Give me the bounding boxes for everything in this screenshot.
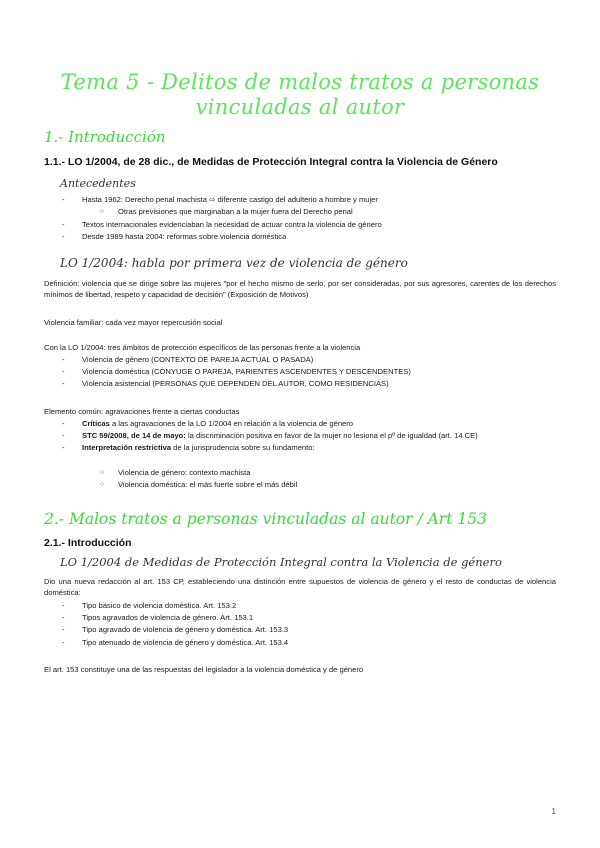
list-item: - Violencia de género (CONTEXTO DE PAREJA ACTUAL O PASADA) [62,354,556,366]
tipos-list [62,600,556,649]
con-lo-text: Con la LO 1/2004: tres ámbitos de protección específicos de las personas frente a la violencia [44,343,361,352]
list-item: - Interpretación restrictiva de la jurisprudencia sobre su fundamento: [62,442,556,454]
ambitos-list [62,354,556,391]
lo-2004-heading: LO 1/2004: habla por primera vez de violencia de género [60,256,408,270]
list-item: - STC 59/2008, de 14 de mayo: la discriminación positiva en favor de la mujer no lesiona el pº de igualdad (art. 14 CE) [62,430,556,442]
list-item: - Tipos agravados de violencia de género. Art. 153.1 [62,612,556,624]
list-item: - Críticas a las agravaciones de la LO 1/2004 en relación a la violencia de género [62,418,556,430]
list-item: ○ Otras previsiones que marginaban a la mujer fuera del Derecho penal [100,206,556,218]
list-item: - Violencia asistencial (PERSONAS QUE DEPENDEN DEL AUTOR, COMO RESIDENCIAS) [62,378,556,390]
antecedentes-heading: Antecedentes [60,177,136,190]
definicion-text: Definición: violencia que se dirige sobre las mujeres "por el hecho mismo de serlo, por ser consideradas, por sus agresores, carentes de los derechos mínimos de libertad, respeto y capacidad de decisión" (Exposición de Motivos) [44,279,556,299]
section-1-heading: 1.- Introducción [44,128,166,146]
dio-redaccion-text: Dio una nueva redacción al art. 153 CP, estableciendo una distinción entre supuestos de violencia de género y el resto de conductas de violencia doméstica: [44,577,556,597]
section-2-heading: 2.- Malos tratos a personas vinculadas al autor / Art 153 [44,510,487,528]
antecedentes-sublist [100,206,556,218]
list-item: - Tipo agravado de violencia de género y doméstica. Art. 153.3 [62,624,556,636]
subsection-1-1-heading: 1.1.- LO 1/2004, de 28 dic., de Medidas de Protección Integral contra la Violencia de Género [44,156,498,168]
list-item: - Hasta 1962: Derecho penal machista ⇨ diferente castigo del adulterio a hombre y mujer [62,194,556,206]
list-item: ○ Violencia doméstica: el más fuerte sobre el más débil [100,479,556,491]
art-153-text: El art. 153 constituye una de las respuestas del legislador a la violencia doméstica y de género [44,665,364,674]
list-item: - Tipo básico de violencia doméstica. Art. 153.2 [62,600,556,612]
list-item: - Violencia doméstica (CÓNYUGE O PAREJA, PARIENTES ASCENDENTES Y DESCENDENTES) [62,366,556,378]
antecedentes-list [62,194,556,206]
elemento-comun-text: Elemento común: agravaciones frente a ciertas conductas [44,407,240,416]
page-number: 1 [551,807,556,816]
violencia-familiar-text: Violencia familiar: cada vez mayor repercusión social [44,318,223,327]
interpretacion-sublist [100,467,556,491]
antecedentes-list-cont [62,219,556,243]
elemento-list [62,418,556,455]
lo-2004-medidas-heading: LO 1/2004 de Medidas de Protección Integral contra la Violencia de género [60,555,502,569]
page-title: Tema 5 - Delitos de malos tratos a personas vinculadas al autor [60,70,540,119]
list-item: - Textos internacionales evidenciaban la necesidad de actuar contra la violencia de género [62,219,556,231]
list-item: ○ Violencia de género: contexto machista [100,467,556,479]
subsection-2-1-heading: 2.1.- Introducción [44,537,132,549]
list-item: - Desde 1989 hasta 2004: reformas sobre violencia doméstica [62,231,556,243]
list-item: - Tipo atenuado de violencia de género y doméstica. Art. 153.4 [62,637,556,649]
